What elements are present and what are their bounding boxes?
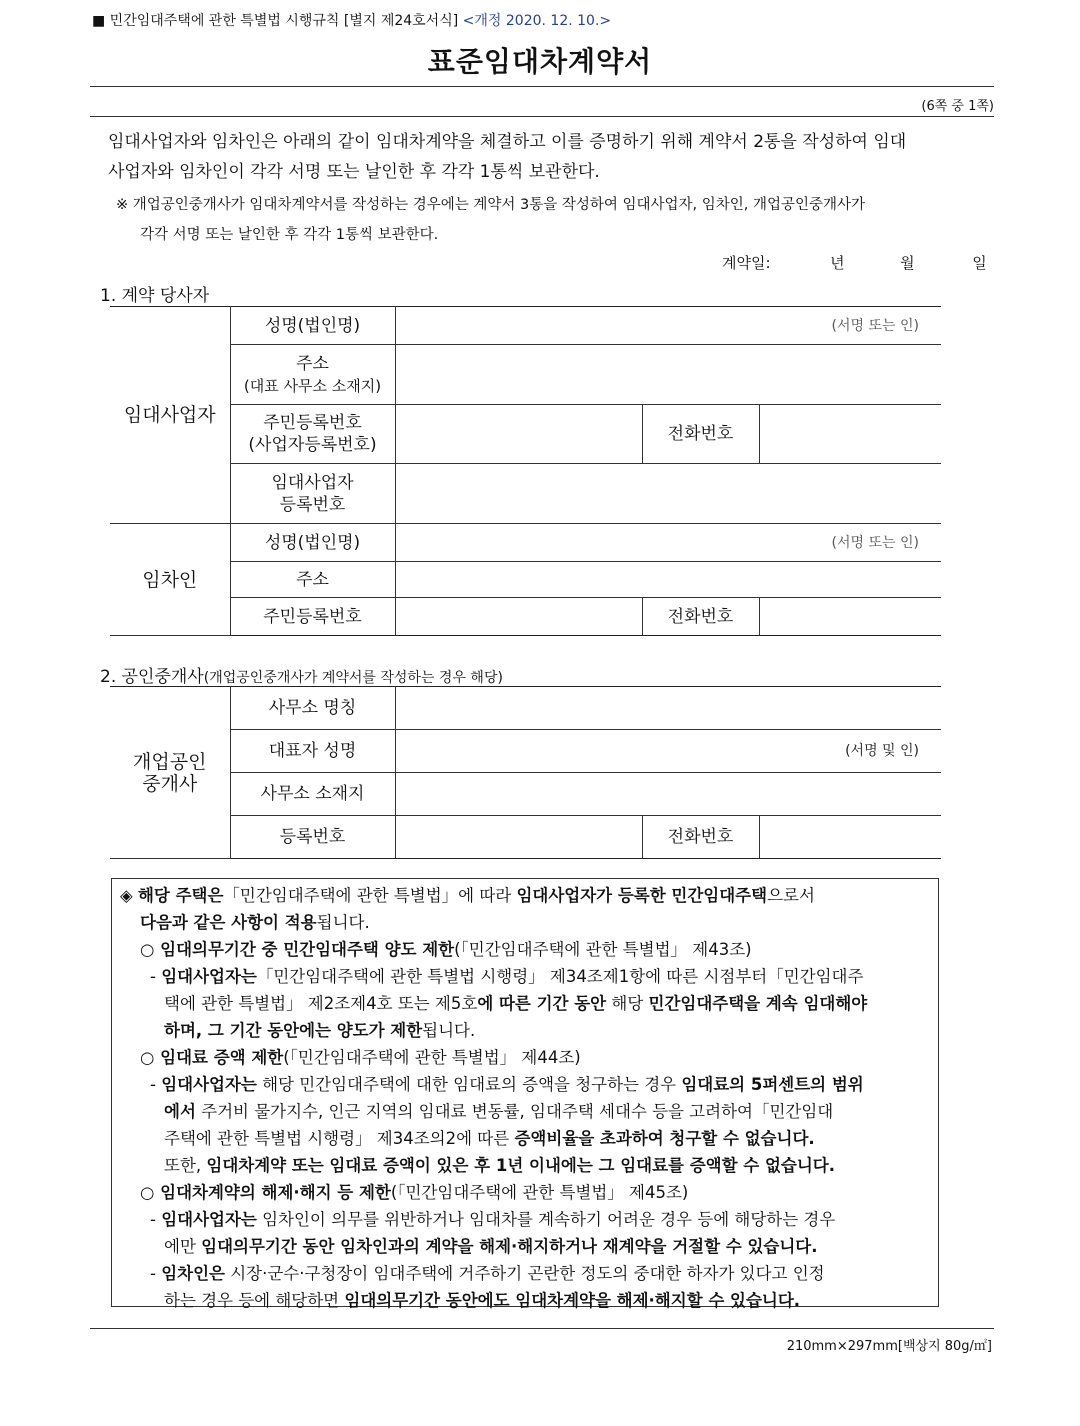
page-title: 표준임대차계약서: [427, 45, 653, 78]
notice-line: 주택에 관한 특별법 시행령」 제34조의2에 따른 증액비율을 초과하여 청구할 수 없습니다.: [164, 1129, 815, 1148]
landlord-id-label: 주민등록번호 (사업자등록번호): [230, 405, 395, 464]
landlord-address-field[interactable]: [395, 345, 941, 405]
broker-phone-field[interactable]: [759, 816, 941, 859]
tenant-id-field[interactable]: [395, 598, 642, 636]
landlord-category: 임대사업자: [110, 307, 230, 524]
intro-line: 사업자와 임차인이 각각 서명 또는 날인한 후 각각 1통씩 보관한다.: [108, 162, 600, 182]
notice-line: 또한, 임대차계약 또는 임대료 증액이 있은 후 1년 이내에는 그 임대료를 증액할 수 없습니다.: [164, 1156, 835, 1175]
contract-year[interactable]: 년: [830, 254, 845, 272]
landlord-phone-label: 전화번호: [642, 405, 759, 464]
notice-line: - 임대사업자는 해당 민간임대주택에 대한 임대료의 증액을 청구하는 경우 임대료의 5퍼센트의 범위: [150, 1075, 864, 1094]
broker-category: 개업공인 중개사: [110, 687, 230, 859]
header-divider: [90, 116, 994, 117]
tenant-phone-field[interactable]: [759, 598, 941, 636]
tenant-name-field[interactable]: [395, 524, 941, 562]
title-divider: [90, 86, 994, 87]
form-header-note: [92, 10, 611, 30]
paper-spec: 210mm×297mm[백상지 80g/㎡]: [786, 1339, 992, 1354]
section2-title: [100, 662, 503, 687]
page-count: (6쪽 중 1쪽): [921, 99, 994, 114]
contract-date: [722, 252, 987, 273]
notice-line: 택에 관한 특별법」 제2조제4호 또는 제5호에 따른 기간 동안 해당 민간임대주택을 계속 임대해야: [164, 994, 868, 1013]
landlord-phone-field[interactable]: [759, 405, 941, 464]
contract-month[interactable]: 월: [900, 254, 915, 272]
notice-line: - 임대사업자는「민간임대주택에 관한 특별법 시행령」 제34조제1항에 따른 시점부터「민간임대주: [150, 967, 864, 986]
broker-reg-label: 등록번호: [230, 816, 395, 859]
footer-divider: [90, 1328, 994, 1329]
office-name-field[interactable]: [395, 687, 941, 730]
notice-heading: ○ 임대료 증액 제한(「민간임대주택에 관한 특별법」 제44조): [140, 1048, 581, 1067]
office-location-label: 사무소 소재지: [230, 773, 395, 816]
note-line: ※ 개업공인중개사가 임대차계약서를 작성하는 경우에는 계약서 3통을 작성하여 임대사업자, 임차인, 개업공인중개사가: [116, 197, 866, 213]
tenant-sign-hint: (서명 또는 인): [831, 534, 919, 551]
contract-day[interactable]: 일: [972, 254, 987, 272]
broker-table: [110, 686, 941, 859]
landlord-id-field[interactable]: [395, 405, 642, 464]
landlord-sign-hint: (서명 또는 인): [831, 317, 919, 334]
landlord-name-field[interactable]: [395, 307, 941, 345]
intro-text: [108, 127, 988, 187]
tenant-address-label: 주소: [230, 562, 395, 598]
section2-heading: 2. 공인중개사: [100, 667, 204, 687]
notice-line: 하는 경우 등에 해당하면 임대의무기간 동안에도 임대차계약을 해제·해지할 수 있습니다.: [164, 1291, 801, 1310]
notice-box: [111, 878, 939, 1310]
tenant-name-label: 성명(법인명): [230, 524, 395, 562]
office-name-label: 사무소 명칭: [230, 687, 395, 730]
section2-subtitle: (개업공인중개사가 계약서를 작성하는 경우 해당): [203, 670, 503, 686]
law-reference: ■ 민간임대주택에 관한 특별법 시행규칙 [별지 제24호서식]: [92, 13, 459, 29]
tenant-id-label: 주민등록번호: [230, 598, 395, 636]
office-location-field[interactable]: [395, 773, 941, 816]
broker-phone-label: 전화번호: [642, 816, 759, 859]
rep-sign-hint: (서명 및 인): [845, 743, 919, 759]
tenant-phone-label: 전화번호: [642, 598, 759, 636]
rep-name-field[interactable]: [395, 730, 941, 773]
broker-reg-field[interactable]: [395, 816, 642, 859]
notice-line: 다음과 같은 사항이 적용됩니다.: [140, 913, 370, 932]
revision-date: <개정 2020. 12. 10.>: [462, 13, 612, 29]
intro-line: 임대사업자와 임차인은 아래의 같이 임대차계약을 체결하고 이를 증명하기 위해 계약서 2통을 작성하여 임대: [108, 132, 907, 152]
landlord-reg-label: 임대사업자 등록번호: [230, 464, 395, 524]
landlord-name-label: 성명(법인명): [230, 307, 395, 345]
section1-title: 1. 계약 당사자: [100, 286, 210, 306]
notice-heading: ○ 임대차계약의 해제·해지 등 제한(「민간임대주택에 관한 특별법」 제45조): [140, 1183, 689, 1202]
notice-heading: ○ 임대의무기간 중 민간임대주택 양도 제한(「민간임대주택에 관한 특별법」 제43조): [140, 940, 752, 959]
notice-line: 하며, 그 기간 동안에는 양도가 제한됩니다.: [164, 1021, 476, 1040]
notice-line: ◈ 해당 주택은「민간임대주택에 관한 특별법」에 따라 임대사업자가 등록한 민간임대주택으로서: [120, 886, 815, 905]
landlord-reg-field[interactable]: [395, 464, 941, 524]
broker-note: [116, 190, 976, 250]
tenant-category: 임차인: [110, 524, 230, 636]
notice-line: - 임차인은 시장·군수·구청장이 임대주택에 거주하기 곤란한 정도의 중대한 하자가 있다고 인정: [150, 1264, 825, 1283]
landlord-address-label: 주소 (대표 사무소 소재지): [230, 345, 395, 405]
rep-name-label: 대표자 성명: [230, 730, 395, 773]
contract-date-label: 계약일:: [722, 254, 771, 272]
parties-table: [110, 306, 941, 636]
notice-line: 에서 주거비 물가지수, 인근 지역의 임대료 변동률, 임대주택 세대수 등을 고려하여「민간임대: [164, 1102, 834, 1121]
note-line: 각각 서명 또는 날인한 후 각각 1통씩 보관한다.: [140, 227, 439, 243]
notice-line: 에만 임대의무기간 동안 임차인과의 계약을 해제·해지하거나 재계약을 거절할 수 있습니다.: [164, 1237, 818, 1256]
diamond-icon: ◈: [120, 886, 133, 905]
tenant-address-field[interactable]: [395, 562, 941, 598]
notice-line: - 임대사업자는 임차인이 의무를 위반하거나 임대차를 계속하기 어려운 경우 등에 해당하는 경우: [150, 1210, 836, 1229]
